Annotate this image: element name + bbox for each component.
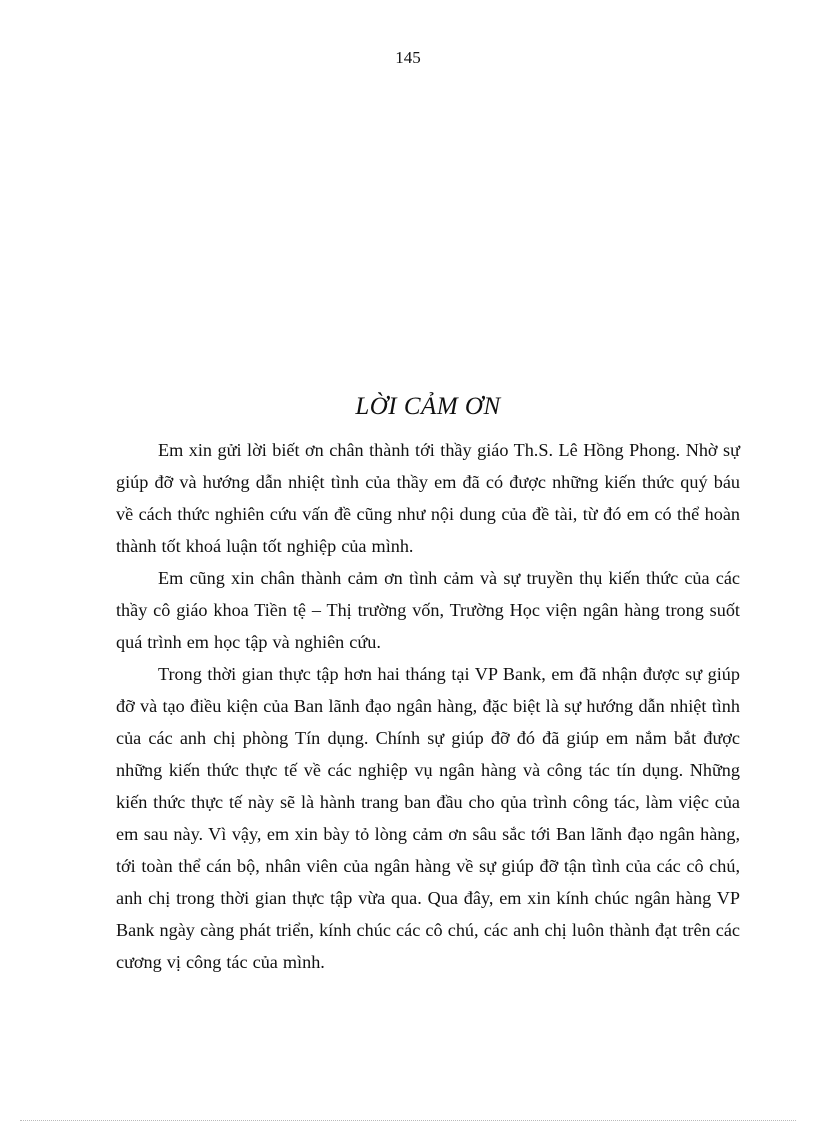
page-title: LỜI CẢM ƠN: [355, 393, 501, 420]
paragraph-thanks-faculty: Em cũng xin chân thành cảm ơn tình cảm và sự truyền thụ kiến thức của các thầy cô giáo khoa Tiền tệ – Thị trường vốn, Trường Học viện ngân hàng trong suốt quá trình em học tập và nghiên cứu.: [116, 568, 740, 652]
body-text: [116, 434, 740, 978]
paragraph-thanks-internship: Trong thời gian thực tập hơn hai tháng tại VP Bank, em đã nhận được sự giúp đỡ và tạo điều kiện của Ban lãnh đạo ngân hàng, đặc biệt là sự hướng dẫn nhiệt tình của các anh chị phòng Tín dụng. Chính sự giúp đỡ đó đã giúp em nắm bắt được những kiến thức thực tế về các nghiệp vụ ngân hàng và công tác tín dụng. Những kiến thức thực tế này sẽ là hành trang ban đầu cho qủa trình công tác, làm việc của em sau này. Vì vậy, em xin bày tỏ lòng cảm ơn sâu sắc tới Ban lãnh đạo ngân hàng, tới toàn thể cán bộ, nhân viên của ngân hàng về sự giúp đỡ tận tình của các cô chú, anh chị trong thời gian thực tập vừa qua. Qua đây, em xin kính chúc ngân hàng VP Bank ngày càng phát triển, kính chúc các cô chú, các anh chị luôn thành đạt trên các cương vị công tác của mình.: [116, 664, 740, 972]
page-number: 145: [395, 48, 421, 67]
paragraph-thanks-advisor: Em xin gửi lời biết ơn chân thành tới thầy giáo Th.S. Lê Hồng Phong. Nhờ sự giúp đỡ và hướng dẫn nhiệt tình của thầy em đã có được những kiến thức quý báu về cách thức nghiên cứu vấn đề cũng như nội dung của đề tài, từ đó em có thể hoàn thành tốt khoá luận tốt nghiệp của mình.: [116, 440, 740, 556]
page-bottom-rule: [20, 1120, 796, 1121]
